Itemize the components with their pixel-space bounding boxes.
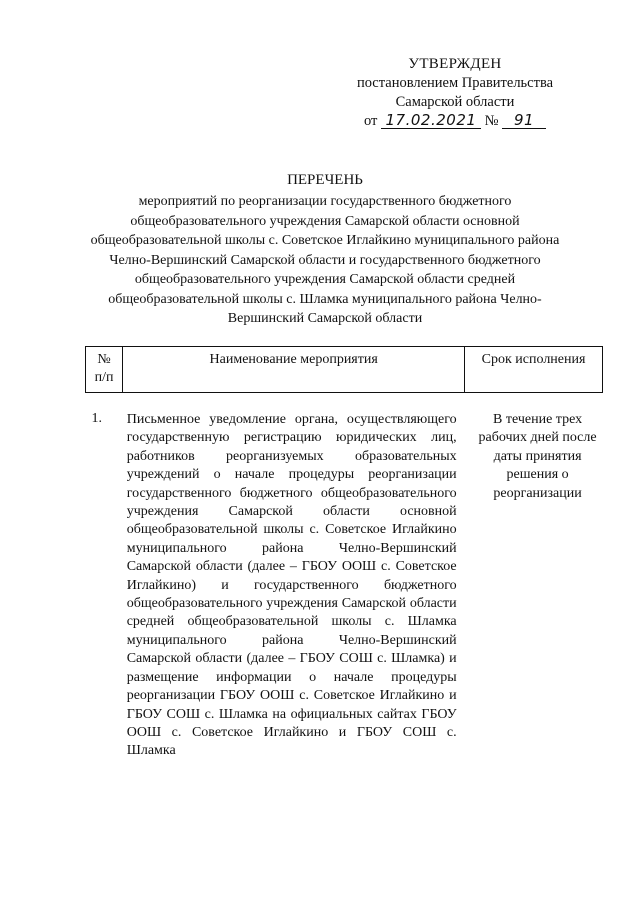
document-title: ПЕРЕЧЕНЬ [287, 172, 363, 188]
row-number: 1. [91, 411, 102, 426]
row-term: В течение трех рабочих дней после даты принятия решения о реорганизации [478, 412, 597, 501]
approval-line-1: постановлением Правительства [356, 75, 554, 91]
handwritten-number: 91 [502, 112, 546, 129]
row-event: Письменное уведомление органа, осуществляющего государственную регистрацию юридических лиц, работников реорганизуемых образовательных учреждений о начале процедуры реорганизации государственного бюджетного общеобразовательного учреждения Самарской области основной общеобразовательной школы с. Советское Иглайкино муниципального района Челно-Вершинский Самарской области (далее – ГБОУ ООШ с. Советское Иглайкино) и государственного бюджетного общеобразовательного учреждения Самарской области средней общеобразовательной школы с. Шламка муниципального района Челно-Вершинский Самарской области (далее – ГБОУ СОШ с. Шламка) и размещение информации о начале процедуры реорганизации ГБОУ ООШ с. Советское Иглайкино и ГБОУ СОШ с. Шламка на официальных сайтах ГБОУ ООШ с. Советское Иглайкино и ГБОУ СОШ с. Шламка [126, 412, 457, 759]
number-prefix: № [484, 113, 499, 129]
document-subtitle: мероприятий по реорганизации государственного бюджетного общеобразовательного учреждения Самарской области основной общеобразовательной школы с. Советское Иглайкино муниципального района Челно-Вершинский Самарской области и государственного бюджетного общеобразовательного учреждения Самарской области средней общеобразовательной школы с. Шламка муниципального района Челно-Вершинский Самарской области [90, 194, 560, 326]
header-name: Наименование мероприятия [123, 347, 465, 393]
header-num: № п/п [86, 347, 123, 393]
approval-date-number-line [330, 112, 580, 131]
measures-table [85, 346, 603, 761]
table-header-row [86, 347, 603, 393]
date-prefix: от [363, 113, 378, 129]
document-title-block [80, 172, 570, 329]
approval-stamp [330, 55, 580, 131]
handwritten-date: 17.02.2021 [381, 112, 481, 129]
header-term: Срок исполнения [465, 347, 603, 393]
approval-heading: УТВЕРЖДЕН [408, 56, 502, 72]
table-spacer [86, 393, 603, 412]
table-row [86, 411, 603, 761]
approval-line-2: Самарской области [395, 94, 515, 110]
